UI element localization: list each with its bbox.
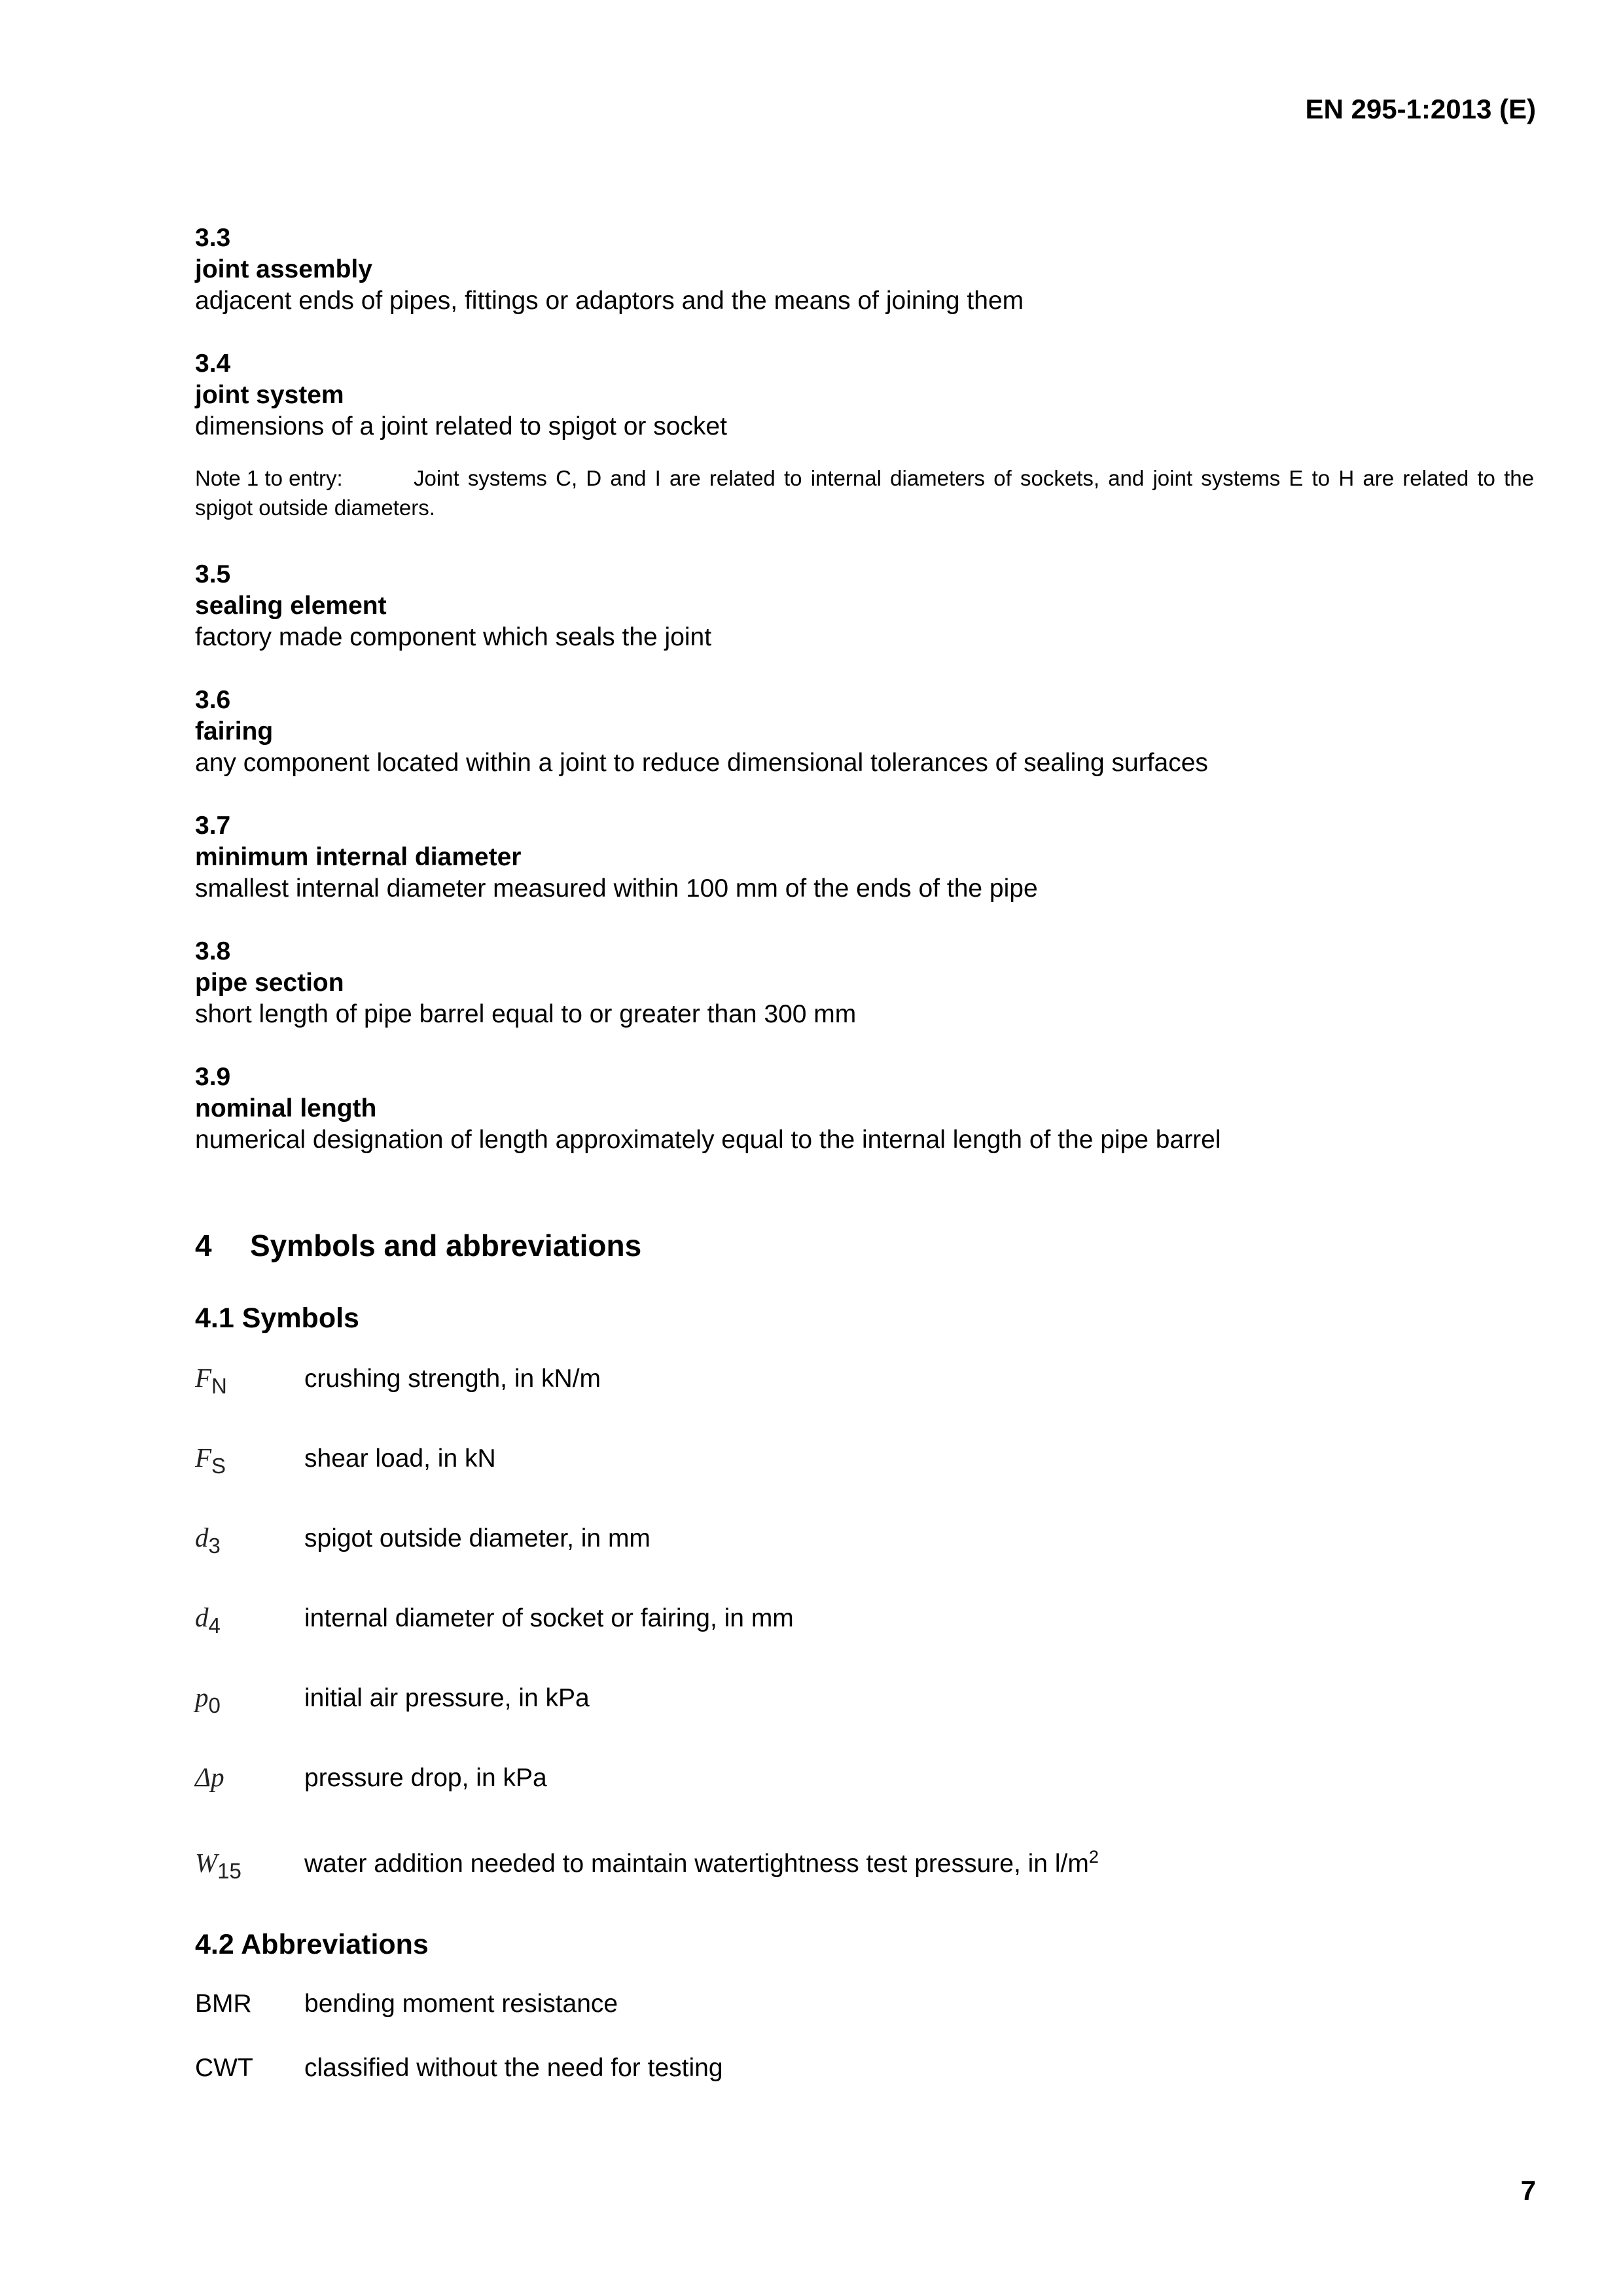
term-name: nominal length — [195, 1094, 377, 1122]
subsection-heading-symbols: 4.1 Symbols — [195, 1302, 359, 1334]
abbreviation: CWT — [195, 2054, 253, 2082]
symbol: Δp — [195, 1762, 224, 1792]
term-name: joint system — [195, 381, 344, 409]
symbol-row — [195, 1602, 1534, 1641]
term-entry — [195, 1062, 1534, 1156]
term-entry — [195, 348, 1534, 442]
term-name: minimum internal diameter — [195, 843, 522, 871]
symbol-description: pressure drop, in kPa — [304, 1764, 547, 1792]
symbol: $p_0$ — [195, 1682, 221, 1717]
note-label: Note 1 to entry: — [195, 466, 343, 490]
term-name: joint assembly — [195, 255, 372, 283]
term-number: 3.9 — [195, 1063, 231, 1091]
symbol: $d_3$ — [195, 1522, 221, 1558]
term-entry — [195, 810, 1534, 905]
page-content — [195, 223, 1534, 2117]
term-entry — [195, 685, 1534, 779]
term-definition: any component located within a joint to reduce dimensional tolerances of sealing surfaces — [195, 749, 1208, 777]
term-entry — [195, 223, 1534, 317]
abbreviation-row — [195, 1988, 1534, 2020]
symbol-row — [195, 1442, 1534, 1482]
symbol-description: crushing strength, in kN/m — [304, 1365, 601, 1393]
term-name: pipe section — [195, 969, 344, 997]
term-number: 3.8 — [195, 937, 231, 965]
symbol-description: spigot outside diameter, in mm — [304, 1524, 651, 1552]
term-number: 3.4 — [195, 350, 231, 378]
document-id-header: EN 295-1:2013 (E) — [1305, 94, 1536, 124]
term-definition: short length of pipe barrel equal to or greater than 300 mm — [195, 1000, 857, 1028]
symbol: $F_N$ — [195, 1363, 227, 1398]
term-definition: numerical designation of length approximately equal to the internal length of the pipe barrel — [195, 1126, 1221, 1154]
section-title: Symbols and abbreviations — [250, 1229, 642, 1263]
term-definition: factory made component which seals the joint — [195, 623, 712, 651]
abbreviation-description: classified without the need for testing — [304, 2054, 723, 2082]
abbreviation: BMR — [195, 1990, 252, 2018]
symbol-description: shear load, in kN — [304, 1444, 496, 1473]
term-number: 3.6 — [195, 686, 231, 714]
term-note — [195, 463, 1534, 522]
section-heading — [195, 1228, 1534, 1263]
symbol-row — [195, 1761, 1534, 1801]
symbol: $F_S$ — [195, 1443, 226, 1478]
symbol-description: internal diameter of socket or fairing, in mm — [304, 1604, 794, 1632]
symbol: $W_{15}$ — [195, 1848, 241, 1883]
term-definition: adjacent ends of pipes, fittings or adaptors and the means of joining them — [195, 287, 1024, 315]
term-name: sealing element — [195, 592, 387, 620]
symbol-row — [195, 1522, 1534, 1562]
symbol-row — [195, 1681, 1534, 1721]
term-entry — [195, 559, 1534, 653]
section-number: 4 — [195, 1229, 212, 1263]
page-number: 7 — [1520, 2175, 1536, 2206]
symbol-row — [195, 1362, 1534, 1402]
term-number: 3.3 — [195, 224, 231, 252]
term-entry — [195, 936, 1534, 1030]
symbol-row — [195, 1841, 1534, 1887]
term-definition: smallest internal diameter measured within 100 mm of the ends of the pipe — [195, 874, 1038, 903]
term-number: 3.5 — [195, 560, 231, 588]
note-text: Joint systems C, D and I are related to internal diameters of sockets, and joint systems E to H are related to the spigot outside diameters. — [195, 466, 1534, 520]
term-definition: dimensions of a joint related to spigot or socket — [195, 412, 727, 440]
abbreviation-row — [195, 2053, 1534, 2084]
abbreviation-description: bending moment resistance — [304, 1990, 618, 2018]
symbol: $d_4$ — [195, 1602, 221, 1638]
term-number: 3.7 — [195, 812, 231, 840]
subsection-heading-abbreviations: 4.2 Abbreviations — [195, 1929, 429, 1960]
symbol-description: initial air pressure, in kPa — [304, 1684, 590, 1712]
term-name: fairing — [195, 717, 274, 745]
symbol-description: water addition needed to maintain watertightness test pressure, in $l/m^2$ — [304, 1847, 1099, 1878]
